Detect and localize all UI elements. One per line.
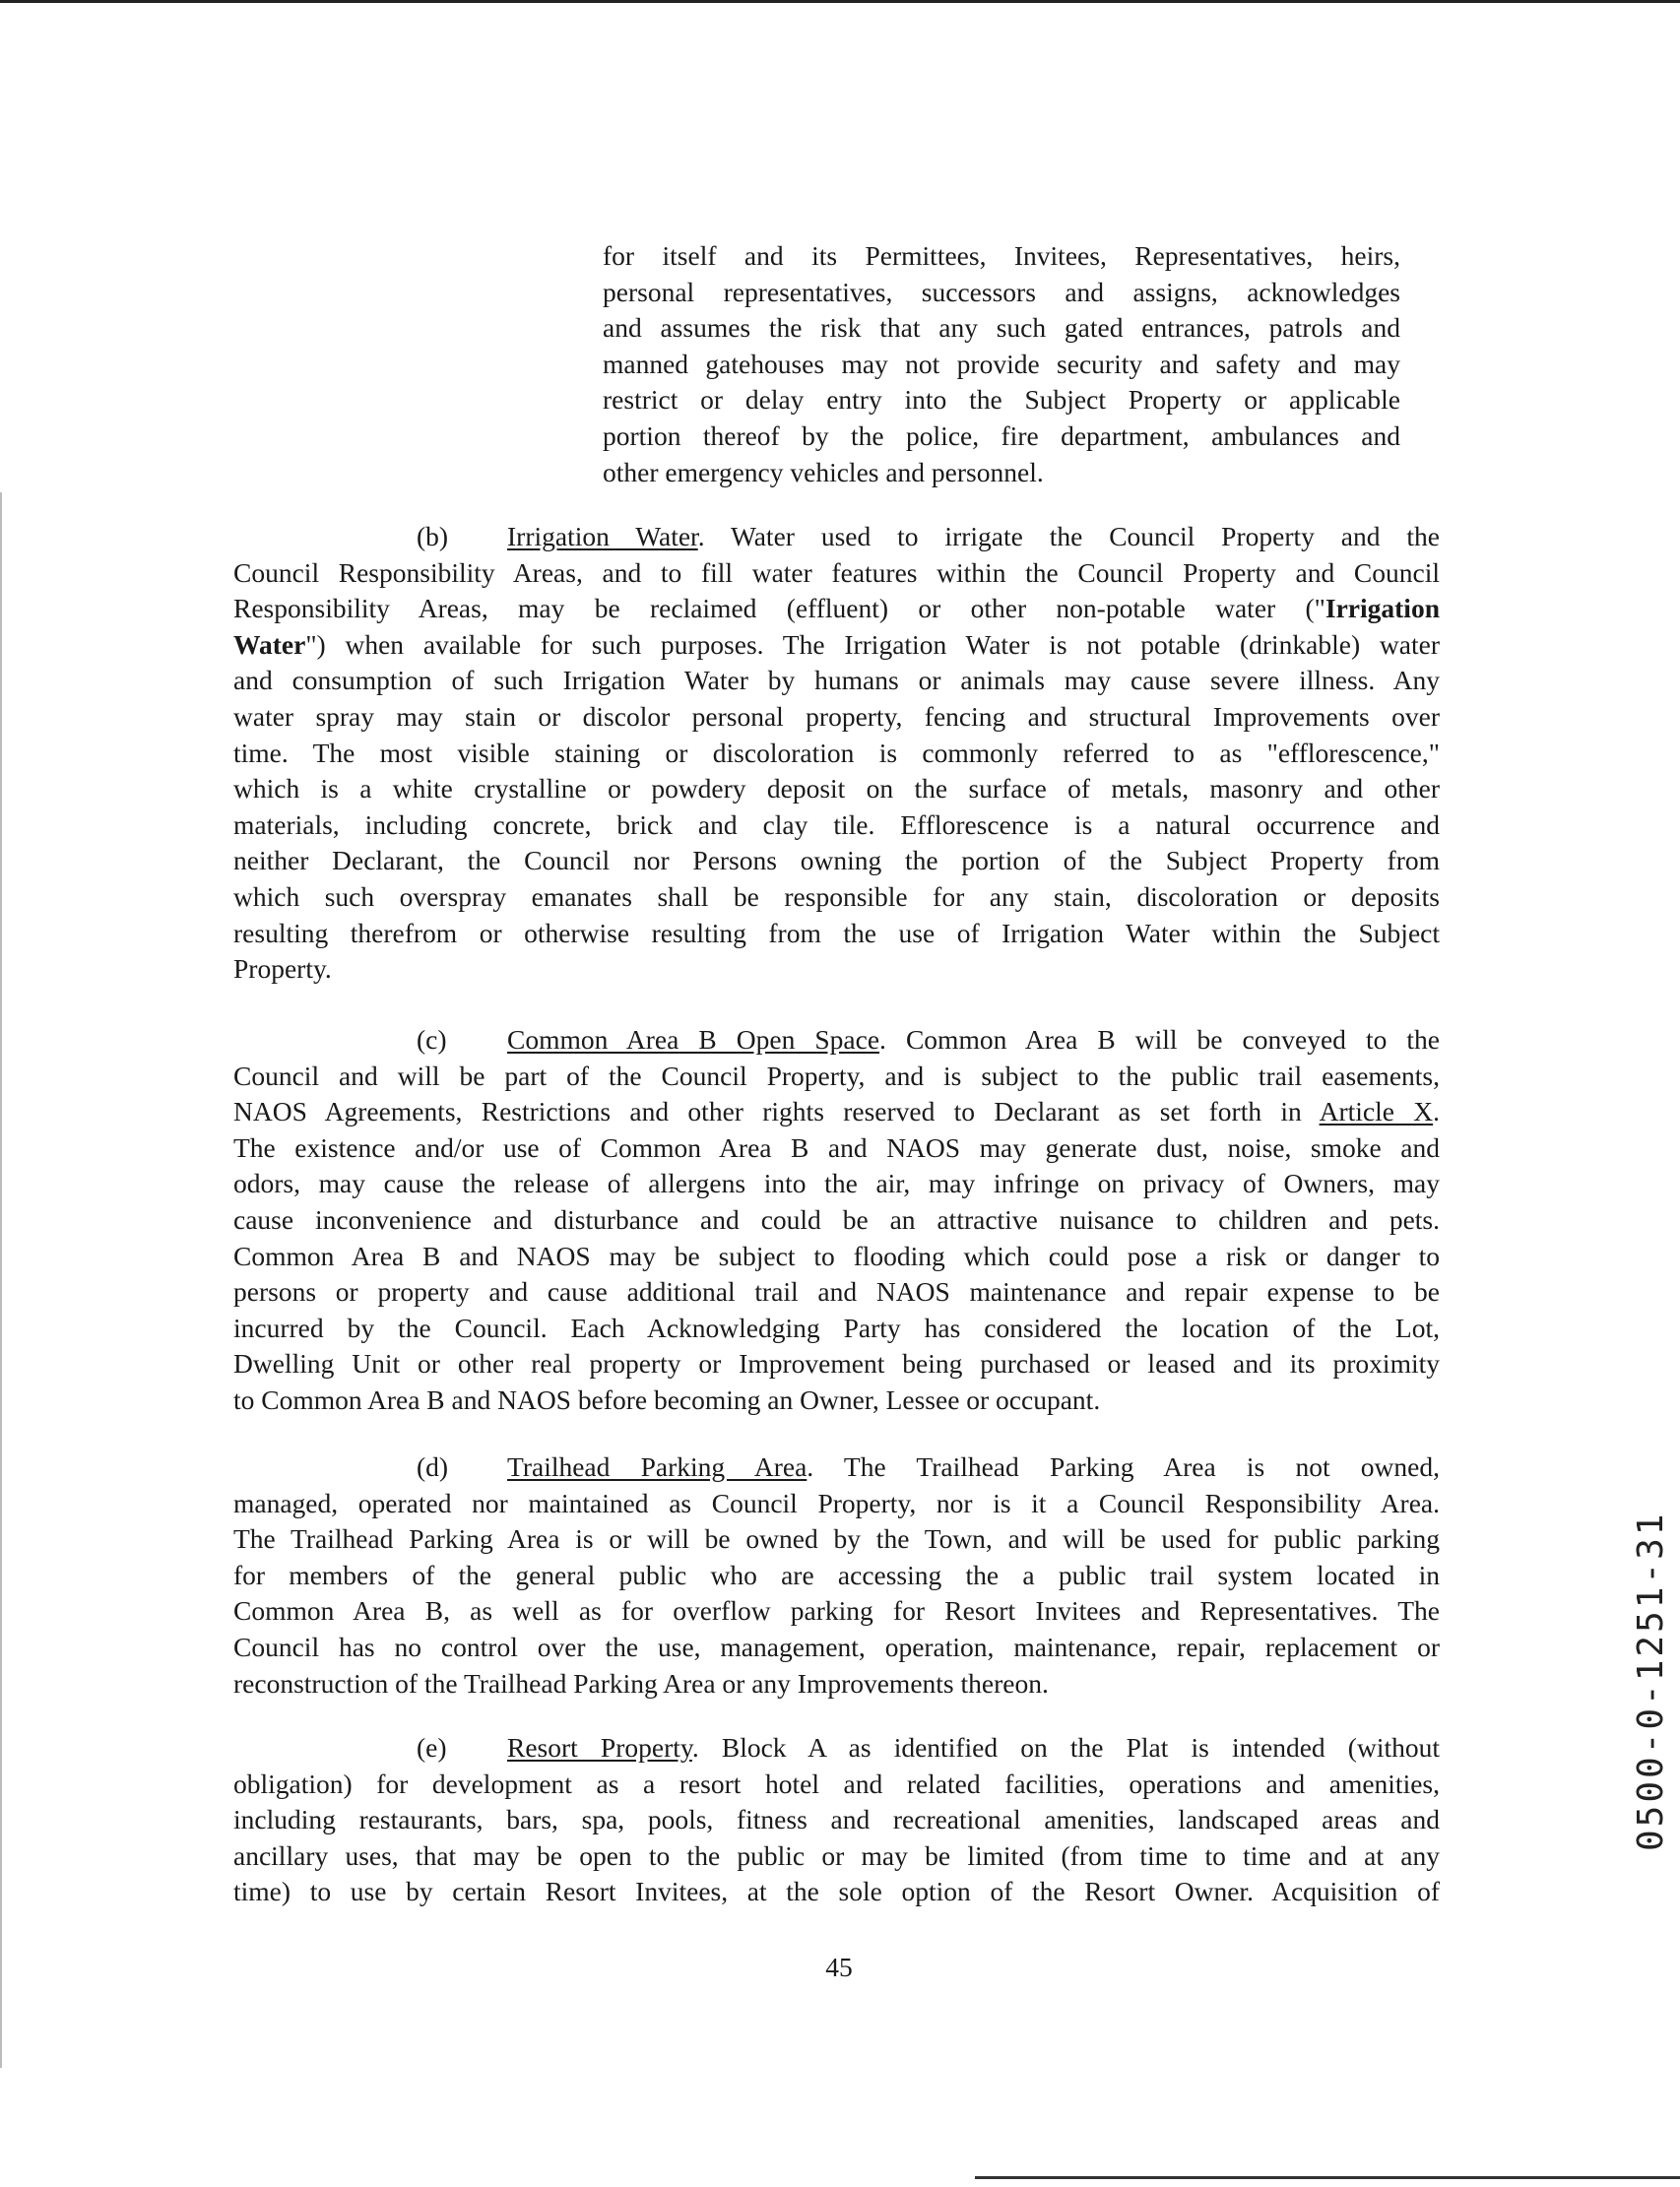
scan-edge-left — [0, 492, 2, 2068]
section-c-label: (c) — [417, 1024, 447, 1055]
defined-term-water: Water — [233, 628, 306, 660]
section-e-line: time) to use by certain Resort Invitees, at the sole option of the Resort Owner. Acquisition of — [233, 1876, 1440, 1907]
section-e-label: (e) — [417, 1732, 447, 1763]
section-b-line — [233, 591, 1440, 627]
section-c-line: incurred by the Council. Each Acknowledging Party has considered the location of the Lot, — [233, 1312, 1440, 1343]
section-b-line: which such overspray emanates shall be responsible for any stain, discoloration or deposits — [233, 880, 1440, 912]
intro-line: portion thereof by the police, fire department, ambulances and — [603, 419, 1400, 451]
section-b-line: and consumption of such Irrigation Water by humans or animals may cause severe illness. Any — [233, 665, 1440, 696]
intro-line: personal representatives, successors and assigns, acknowledges — [603, 276, 1400, 307]
section-d-line: Common Area B, as well as for overflow parking for Resort Invitees and Representatives. The — [233, 1595, 1440, 1627]
intro-paragraph — [603, 238, 1400, 490]
section-e-line: obligation) for development as a resort hotel and related facilities, operations and amenities, — [233, 1768, 1440, 1799]
section-b-paragraph — [233, 519, 1440, 988]
section-c-paragraph — [233, 1022, 1440, 1419]
section-c-heading: Common Area B Open Space — [507, 1024, 880, 1055]
section-e-line: ancillary uses, that may be open to the public or may be limited (from time to time and at any — [233, 1839, 1440, 1871]
page-number: 45 — [825, 1952, 853, 1982]
section-b-line: which is a white crystalline or powdery deposit on the surface of metals, masonry and other — [233, 773, 1440, 804]
section-c-line3-text: NAOS Agreements, Restrictions and other rights reserved to Declarant as set forth in — [233, 1096, 1320, 1127]
defined-term-irrigation: Irrigation — [1325, 593, 1440, 624]
section-b-line: water spray may stain or discolor personal property, fencing and structural Improvements over — [233, 700, 1440, 732]
intro-line: restrict or delay entry into the Subject Property or applicable — [603, 384, 1400, 416]
margin-stamp-text: 0500-0-1251-31 — [1631, 1511, 1671, 1851]
section-d-line: The Trailhead Parking Area is or will be owned by the Town, and will be used for public parking — [233, 1523, 1440, 1555]
section-b-line: Council Responsibility Areas, and to fill water features within the Council Property and Council — [233, 556, 1440, 588]
section-c-line: Dwelling Unit or other real property or Improvement being purchased or leased and its proximity — [233, 1348, 1440, 1380]
section-c-line: persons or property and cause additional trail and NAOS maintenance and repair expense to be — [233, 1276, 1440, 1308]
section-b-first-line — [233, 519, 1440, 555]
section-c-line: odors, may cause the release of allergens into the air, may infringe on privacy of Owners, may — [233, 1168, 1440, 1199]
section-b-line — [233, 627, 1440, 664]
section-b-line: neither Declarant, the Council nor Persons owning the portion of the Subject Property from — [233, 845, 1440, 876]
section-c-line: Common Area B and NAOS may be subject to flooding which could pose a risk or danger to — [233, 1240, 1440, 1271]
section-c-line: Council and will be part of the Council Property, and is subject to the public trail easements, — [233, 1060, 1440, 1091]
section-e-line1-rest: . Block A as identified on the Plat is intended (without — [691, 1732, 1441, 1763]
section-b-line: materials, including concrete, brick and clay tile. Efflorescence is a natural occurrence and — [233, 808, 1440, 840]
section-c-line3-end: . — [1433, 1096, 1440, 1127]
section-b-line1-rest: . Water used to irrigate the Council Property and the — [697, 521, 1440, 551]
section-d-line: for members of the general public who are accessing the a public trail system located in — [233, 1559, 1440, 1590]
intro-line: for itself and its Permittees, Invitees, Representatives, heirs, — [603, 240, 1400, 271]
intro-line: manned gatehouses may not provide security and safety and may — [603, 348, 1400, 379]
section-c-line: The existence and/or use of Common Area B and NAOS may generate dust, noise, smoke and — [233, 1131, 1440, 1163]
section-c-line — [233, 1094, 1440, 1130]
section-d-label: (d) — [417, 1451, 449, 1482]
section-d-line1-rest: . The Trailhead Parking Area is not owned, — [807, 1451, 1440, 1482]
section-d-line: managed, operated nor maintained as Council Property, nor is it a Council Responsibility Area. — [233, 1487, 1440, 1518]
section-c-first-line — [233, 1022, 1440, 1059]
section-e-heading: Resort Property — [507, 1732, 692, 1763]
section-b-line: resulting therefrom or otherwise resulting from the use of Irrigation Water within the Subject — [233, 917, 1440, 948]
section-b-line: Property. — [233, 953, 332, 985]
section-e-first-line — [233, 1730, 1440, 1767]
section-b-label: (b) — [417, 521, 449, 551]
section-e-paragraph — [233, 1730, 1440, 1910]
scan-edge-top — [0, 0, 1680, 3]
section-d-line: Council has no control over the use, management, operation, maintenance, repair, replacement or — [233, 1631, 1440, 1662]
section-b-heading: Irrigation Water — [507, 521, 698, 551]
scan-edge-bottom — [975, 2176, 1680, 2179]
article-x-reference: Article X — [1319, 1096, 1434, 1127]
section-c-line1-rest: . Common Area B will be conveyed to the — [879, 1024, 1441, 1055]
section-b-line4-text: ") when available for such purposes. The Irrigation Water is not potable (drinkable) water — [305, 628, 1440, 660]
section-e-line: including restaurants, bars, spa, pools, fitness and recreational amenities, landscaped areas and — [233, 1804, 1440, 1835]
section-d-line: reconstruction of the Trailhead Parking Area or any Improvements thereon. — [233, 1667, 1049, 1699]
margin-stamp — [1583, 1511, 1671, 1851]
section-c-line: cause inconvenience and disturbance and could be an attractive nuisance to children and pets. — [233, 1203, 1440, 1235]
intro-line: other emergency vehicles and personnel. — [603, 456, 1044, 487]
intro-line: and assumes the risk that any such gated entrances, patrols and — [603, 312, 1400, 344]
section-b-line: time. The most visible staining or discoloration is commonly referred to as "efflorescence," — [233, 737, 1440, 768]
section-c-line: to Common Area B and NAOS before becoming an Owner, Lessee or occupant. — [233, 1383, 1101, 1415]
section-d-paragraph — [233, 1449, 1440, 1702]
section-b-line3-text: Responsibility Areas, may be reclaimed (effluent) or other non-potable water (" — [233, 593, 1325, 624]
section-d-first-line — [233, 1449, 1440, 1486]
section-d-heading: Trailhead Parking Area — [507, 1451, 808, 1482]
